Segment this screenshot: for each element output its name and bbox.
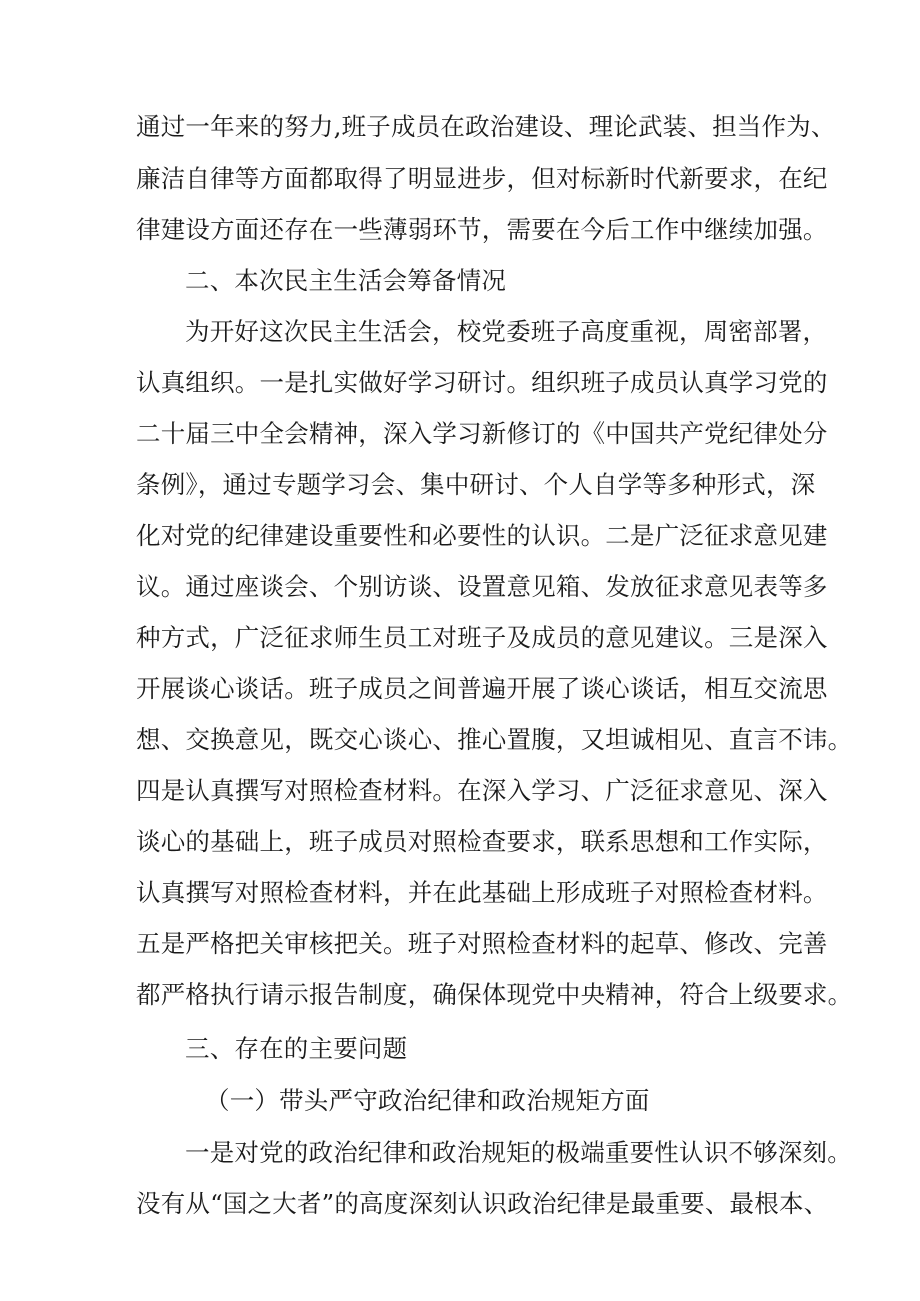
paragraph-line: 五是严格把关审核把关。班子对照检查材料的起草、修改、完善	[136, 929, 828, 958]
paragraph-line: 条例》，通过专题学习会、集中研讨、个人自学等多种形式，深	[136, 470, 816, 499]
subsection-heading: （一）带头严守政治纪律和政治规矩方面	[205, 1086, 650, 1115]
paragraph-line: 认真组织。一是扎实做好学习研讨。组织班子成员认真学习党的	[136, 368, 828, 397]
paragraph-line: 认真撰写对照检查材料，并在此基础上形成班子对照检查材料。	[136, 878, 828, 907]
paragraph-line: 二十届三中全会精神，深入学习新修订的《中国共产党纪律处分	[136, 419, 828, 448]
section-heading: 二、本次民主生活会筹备情况	[185, 266, 507, 295]
paragraph-line: 开展谈心谈话。班子成员之间普遍开展了谈心谈话，相互交流思	[136, 674, 828, 703]
paragraph-line: 化对党的纪律建设重要性和必要性的认识。二是广泛征求意见建	[136, 521, 828, 550]
paragraph-line: 四是认真撰写对照检查材料。在深入学习、广泛征求意见、深入	[136, 776, 828, 805]
paragraph-line: 谈心的基础上，班子成员对照检查要求，联系思想和工作实际，	[136, 827, 828, 856]
paragraph-line: 都严格执行请示报告制度，确保体现党中央精神，符合上级要求。	[136, 980, 853, 1009]
paragraph-line: 律建设方面还存在一些薄弱环节，需要在今后工作中继续加强。	[136, 215, 828, 244]
paragraph-line: 想、交换意见，既交心谈心、推心置腹，又坦诚相见、直言不讳。	[136, 725, 853, 754]
paragraph-line: 一是对党的政治纪律和政治规矩的极端重要性认识不够深刻。	[185, 1138, 852, 1167]
paragraph-line: 议。通过座谈会、个别访谈、设置意见箱、发放征求意见表等多	[136, 572, 828, 601]
paragraph-line: 种方式，广泛征求师生员工对班子及成员的意见建议。三是深入	[136, 623, 828, 652]
paragraph-line: 通过一年来的努力,班子成员在政治建设、理论武装、担当作为、	[136, 112, 836, 141]
paragraph-line: 廉洁自律等方面都取得了明显进步，但对标新时代新要求，在纪	[136, 164, 828, 193]
section-heading: 三、存在的主要问题	[185, 1034, 408, 1063]
paragraph-line: 没有从“国之大者”的高度深刻认识政治纪律是最重要、最根本、	[136, 1189, 829, 1218]
paragraph-line: 为开好这次民主生活会，校党委班子高度重视，周密部署，	[185, 317, 828, 346]
